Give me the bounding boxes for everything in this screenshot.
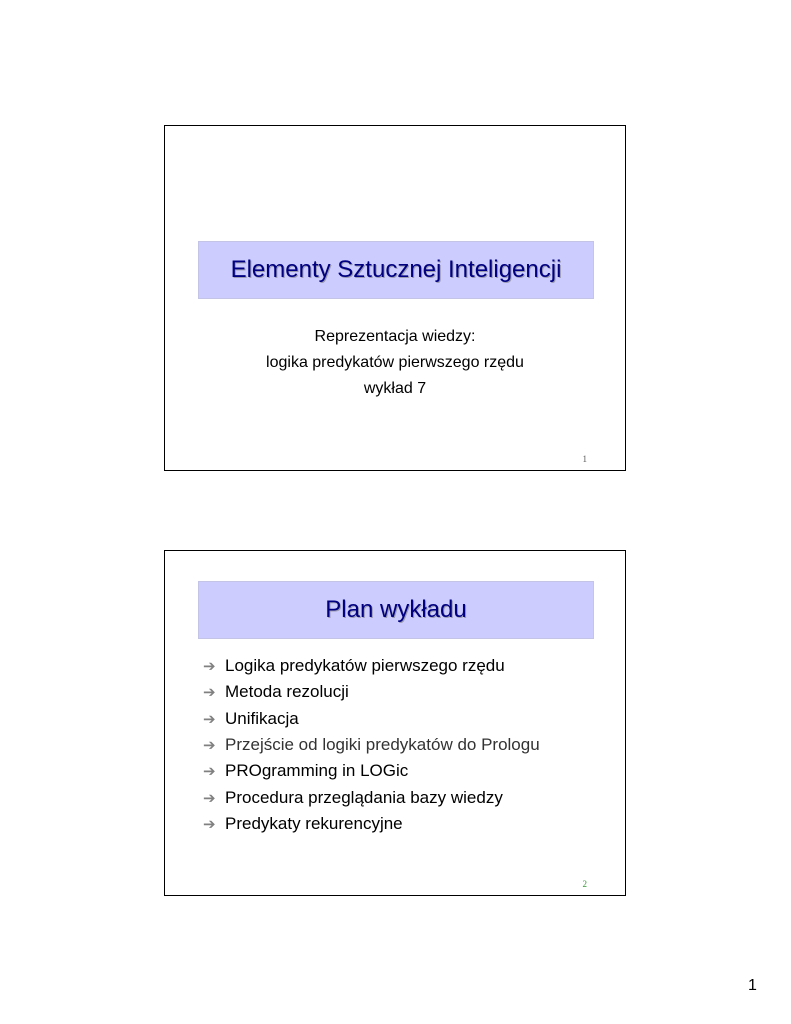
page-number: 1	[748, 977, 757, 994]
arrow-right-icon: ➔	[203, 657, 216, 676]
subtitle-line: wykład 7	[363, 380, 427, 397]
list-item	[203, 784, 540, 810]
list-item-label: Metoda rezolucji	[225, 682, 349, 702]
slide-1-title: Elementy Sztucznej Inteligencji	[230, 256, 562, 283]
subtitle-line: logika predykatów pierwszego rzędu	[266, 354, 524, 371]
list-item	[203, 811, 540, 837]
list-item-label: Procedura przeglądania bazy wiedzy	[225, 787, 503, 807]
slide-2-number: 2	[582, 879, 587, 889]
arrow-right-icon: ➔	[203, 709, 216, 728]
arrow-right-icon: ➔	[203, 736, 216, 755]
slide-1-title-bar	[198, 241, 594, 299]
slide-2	[164, 550, 626, 896]
slide-1-number: 1	[582, 454, 587, 464]
list-item	[203, 732, 540, 758]
list-item-label: Unifikacja	[225, 708, 299, 728]
subtitle-line: Reprezentacja wiedzy:	[314, 328, 476, 345]
slide-1-subtitle	[165, 324, 625, 402]
list-item-label: Logika predykatów pierwszego rzędu	[225, 656, 505, 676]
arrow-right-icon: ➔	[203, 814, 216, 833]
arrow-right-icon: ➔	[203, 788, 216, 807]
slide-2-title-bar	[198, 581, 594, 639]
slide-2-title: Plan wykładu	[325, 596, 467, 623]
list-item	[203, 706, 540, 732]
arrow-right-icon: ➔	[203, 683, 216, 702]
list-item	[203, 679, 540, 705]
list-item-label: PROgramming in LOGic	[225, 761, 409, 781]
arrow-right-icon: ➔	[203, 762, 216, 781]
list-item	[203, 653, 540, 679]
list-item	[203, 758, 540, 784]
list-item-label: Przejście od logiki predykatów do Prologu	[225, 735, 540, 755]
slide-2-bullet-list	[203, 653, 540, 837]
list-item-label: Predykaty rekurencyjne	[225, 813, 403, 833]
slide-1	[164, 125, 626, 471]
